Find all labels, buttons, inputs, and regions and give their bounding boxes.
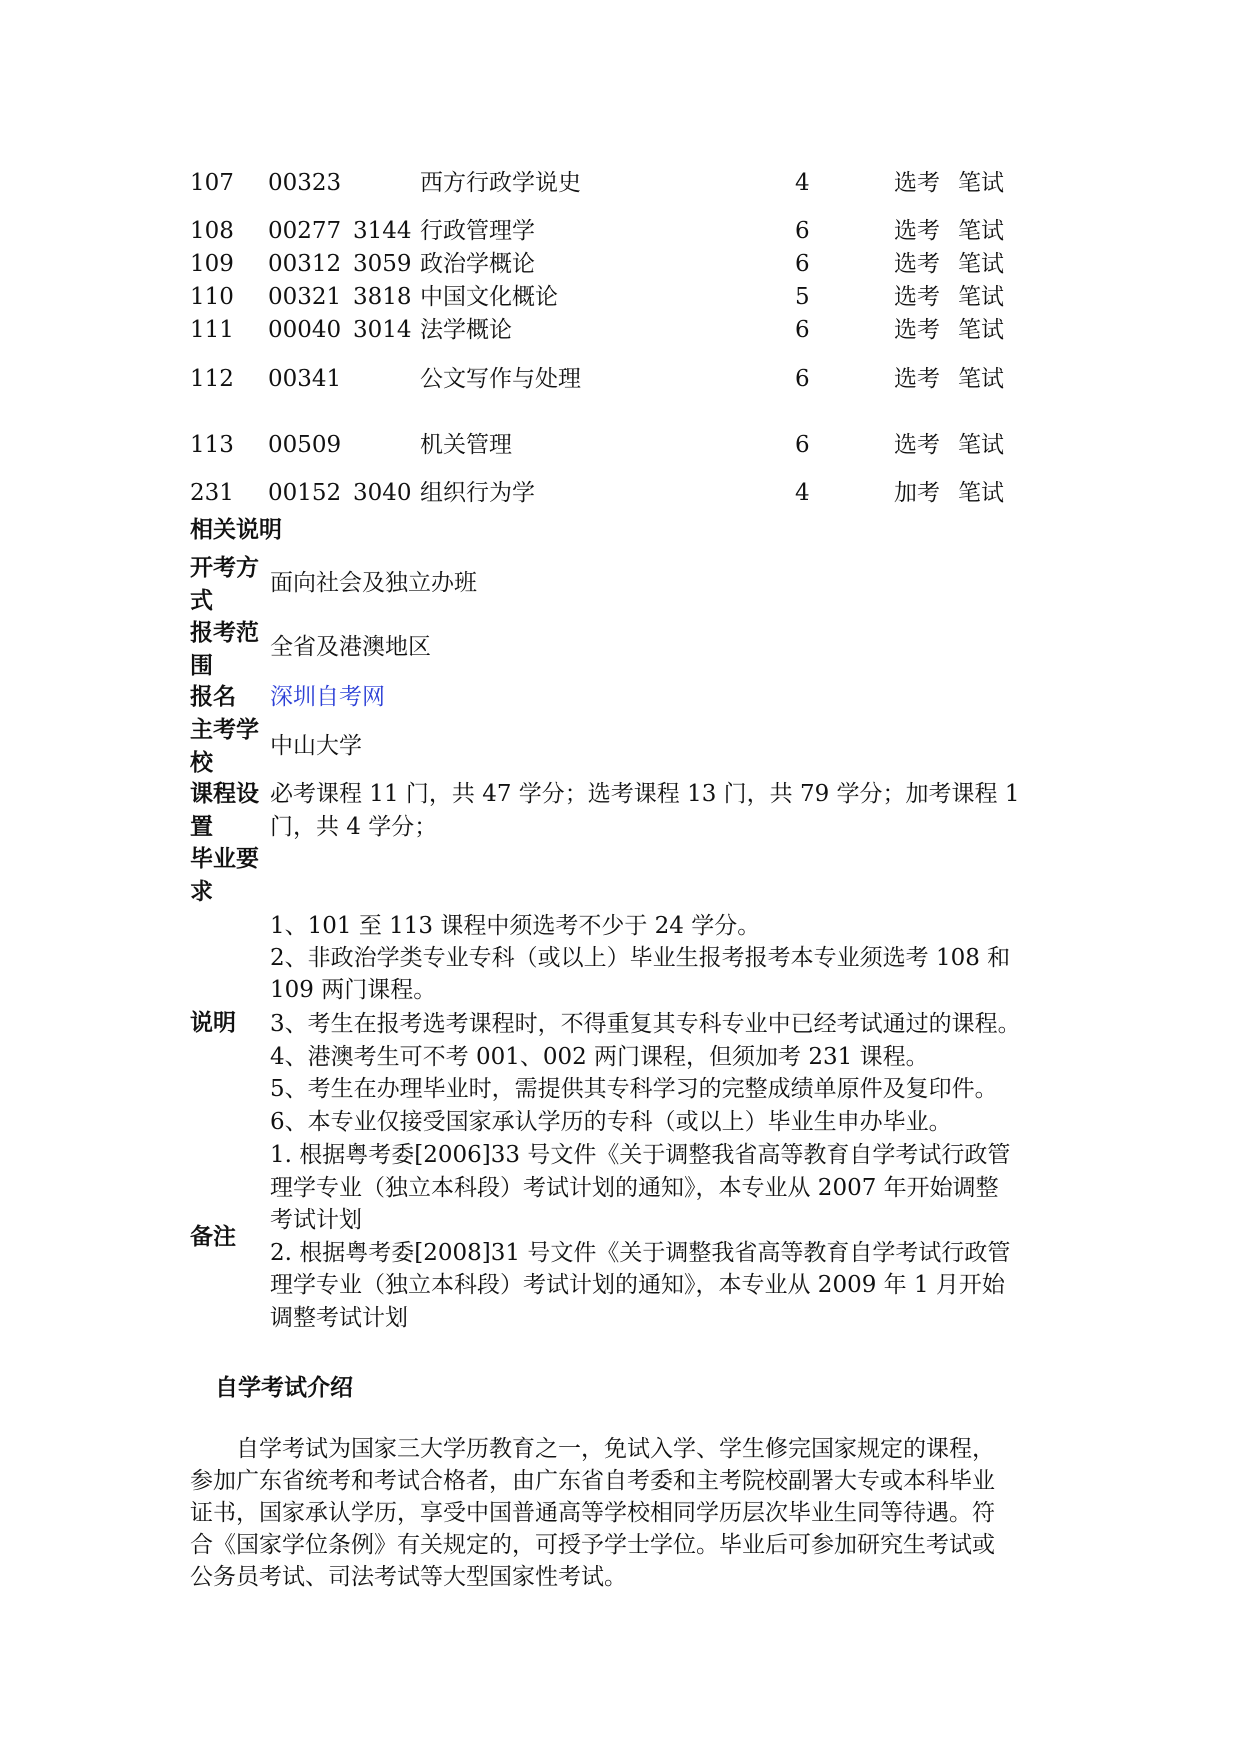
signup-link[interactable]: 深圳自考网 bbox=[270, 684, 385, 710]
mode-label: 开考方式 bbox=[190, 555, 259, 614]
course-credit: 6 bbox=[795, 251, 810, 277]
remark-line: 2. 根据粤考委[2008]31 号文件《关于调整我省高等教育自学考试行政管 bbox=[270, 1240, 1011, 1266]
school-label: 主考学校 bbox=[190, 717, 259, 776]
course-code: 00509 bbox=[268, 432, 342, 458]
notes-label: 说明 bbox=[190, 1010, 236, 1036]
remark-line: 1. 根据粤考委[2006]33 号文件《关于调整我省高等教育自学考试行政管 bbox=[270, 1142, 1011, 1168]
course-type: 选考 bbox=[894, 218, 940, 244]
course-setup-label: 课程设置 bbox=[190, 781, 259, 840]
course-code: 00152 bbox=[268, 480, 342, 506]
course-method: 笔试 bbox=[958, 218, 1004, 244]
section-title: 相关说明 bbox=[190, 517, 282, 543]
course-name: 行政管理学 bbox=[420, 218, 535, 244]
course-alt-code: 3144 bbox=[353, 218, 412, 244]
course-credit: 6 bbox=[795, 218, 810, 244]
course-credit: 4 bbox=[795, 480, 810, 506]
course-row bbox=[0, 315, 1241, 345]
course-method: 笔试 bbox=[958, 366, 1004, 392]
course-name: 中国文化概论 bbox=[420, 284, 558, 310]
intro-line: 合《国家学位条例》有关规定的，可授予学士学位。毕业后可参加研究生考试或 bbox=[190, 1532, 995, 1558]
course-type: 选考 bbox=[894, 317, 940, 343]
note-line: 1、101 至 113 课程中须选考不少于 24 学分。 bbox=[270, 913, 761, 939]
note-line: 3、考生在报考选考课程时，不得重复其专科专业中已经考试通过的课程。 bbox=[270, 1011, 1021, 1037]
course-name: 政治学概论 bbox=[420, 251, 535, 277]
course-row bbox=[0, 478, 1241, 508]
note-line: 2、非政治学类专业专科（或以上）毕业生报考报考本专业须选考 108 和 bbox=[270, 945, 1011, 971]
note-line: 6、本专业仅接受国家承认学历的专科（或以上）毕业生申办毕业。 bbox=[270, 1109, 952, 1135]
course-method: 笔试 bbox=[958, 432, 1004, 458]
course-row bbox=[0, 216, 1241, 246]
course-credit: 4 bbox=[795, 170, 810, 196]
course-method: 笔试 bbox=[958, 317, 1004, 343]
course-row bbox=[0, 168, 1241, 198]
note-line: 5、考生在办理毕业时，需提供其专科学习的完整成绩单原件及复印件。 bbox=[270, 1076, 998, 1102]
scope-value: 全省及港澳地区 bbox=[270, 634, 431, 660]
course-alt-code: 3059 bbox=[353, 251, 412, 277]
course-method: 笔试 bbox=[958, 170, 1004, 196]
course-code: 00040 bbox=[268, 317, 342, 343]
course-number: 110 bbox=[190, 284, 234, 310]
remarks-label: 备注 bbox=[190, 1224, 236, 1250]
course-number: 112 bbox=[190, 366, 234, 392]
course-number: 111 bbox=[190, 317, 234, 343]
course-code: 00341 bbox=[268, 366, 342, 392]
intro-line: 自学考试为国家三大学历教育之一，免试入学、学生修完国家规定的课程， bbox=[190, 1436, 995, 1462]
course-code: 00321 bbox=[268, 284, 342, 310]
course-row bbox=[0, 282, 1241, 312]
course-type: 选考 bbox=[894, 432, 940, 458]
note-line: 109 两门课程。 bbox=[270, 977, 437, 1003]
school-value: 中山大学 bbox=[270, 733, 362, 759]
course-method: 笔试 bbox=[958, 251, 1004, 277]
remark-line: 理学专业（独立本科段）考试计划的通知》，本专业从 2007 年开始调整 bbox=[270, 1175, 999, 1201]
course-name: 西方行政学说史 bbox=[420, 170, 581, 196]
course-type: 选考 bbox=[894, 251, 940, 277]
course-row bbox=[0, 364, 1241, 394]
intro-line: 公务员考试、司法考试等大型国家性考试。 bbox=[190, 1564, 627, 1590]
remark-line: 理学专业（独立本科段）考试计划的通知》，本专业从 2009 年 1 月开始 bbox=[270, 1272, 1005, 1298]
course-type: 选考 bbox=[894, 284, 940, 310]
course-setup-line-1: 必考课程 11 门，共 47 学分；选考课程 13 门，共 79 学分；加考课程 1 bbox=[270, 781, 1020, 807]
intro-title: 自学考试介绍 bbox=[215, 1375, 353, 1401]
intro-line: 参加广东省统考和考试合格者，由广东省自考委和主考院校副署大专或本科毕业 bbox=[190, 1468, 995, 1494]
course-type: 选考 bbox=[894, 170, 940, 196]
grad-label: 毕业要求 bbox=[190, 846, 259, 905]
course-code: 00312 bbox=[268, 251, 342, 277]
remark-line: 调整考试计划 bbox=[270, 1305, 408, 1331]
course-number: 107 bbox=[190, 170, 234, 196]
course-credit: 6 bbox=[795, 366, 810, 392]
course-alt-code: 3040 bbox=[353, 480, 412, 506]
course-setup-line-2: 门，共 4 学分； bbox=[270, 814, 438, 840]
course-credit: 6 bbox=[795, 432, 810, 458]
course-alt-code: 3014 bbox=[353, 317, 412, 343]
course-number: 231 bbox=[190, 480, 234, 506]
remark-line: 考试计划 bbox=[270, 1207, 362, 1233]
mode-value: 面向社会及独立办班 bbox=[270, 570, 477, 596]
course-name: 组织行为学 bbox=[420, 480, 535, 506]
course-name: 法学概论 bbox=[420, 317, 512, 343]
course-number: 113 bbox=[190, 432, 234, 458]
course-alt-code: 3818 bbox=[353, 284, 412, 310]
course-method: 笔试 bbox=[958, 284, 1004, 310]
course-number: 108 bbox=[190, 218, 234, 244]
course-code: 00277 bbox=[268, 218, 342, 244]
signup-label: 报名 bbox=[190, 684, 236, 710]
note-line: 4、港澳考生可不考 001、002 两门课程，但须加考 231 课程。 bbox=[270, 1044, 929, 1070]
course-row bbox=[0, 430, 1241, 460]
course-number: 109 bbox=[190, 251, 234, 277]
course-credit: 6 bbox=[795, 317, 810, 343]
course-name: 公文写作与处理 bbox=[420, 366, 581, 392]
course-name: 机关管理 bbox=[420, 432, 512, 458]
course-method: 笔试 bbox=[958, 480, 1004, 506]
course-row bbox=[0, 249, 1241, 279]
course-code: 00323 bbox=[268, 170, 342, 196]
intro-line: 证书，国家承认学历，享受中国普通高等学校相同学历层次毕业生同等待遇。符 bbox=[190, 1500, 995, 1526]
course-credit: 5 bbox=[795, 284, 810, 310]
scope-label: 报考范围 bbox=[190, 620, 259, 679]
course-type: 加考 bbox=[894, 480, 940, 506]
course-type: 选考 bbox=[894, 366, 940, 392]
